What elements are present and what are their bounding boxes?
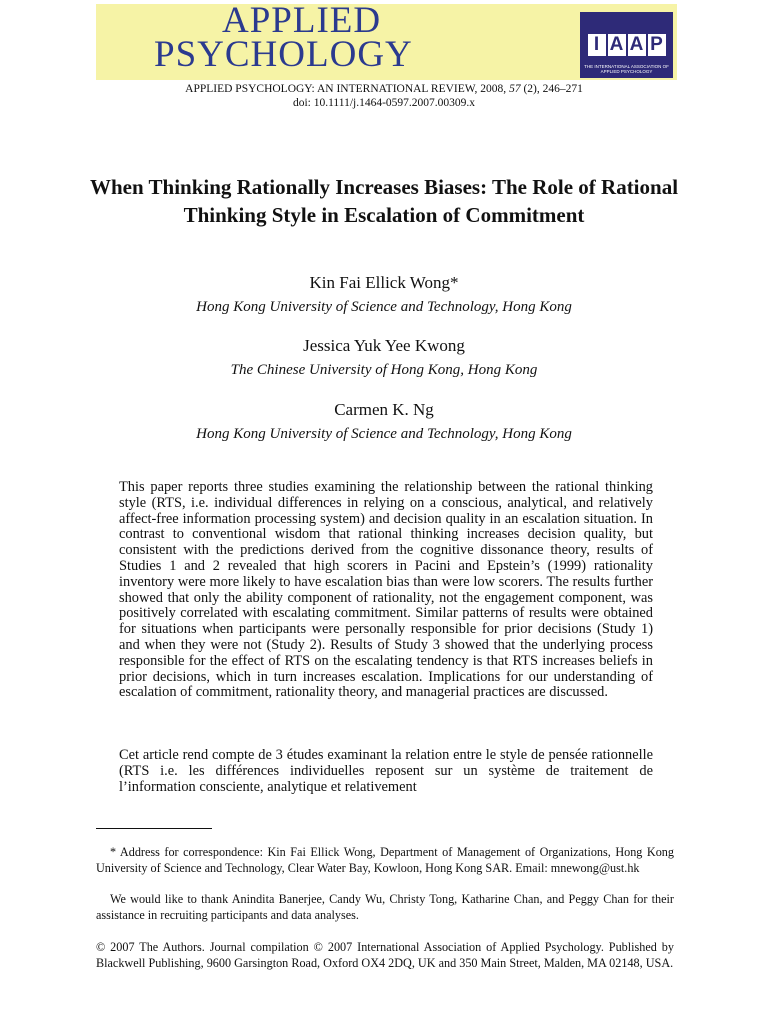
copyright-notice: © 2007 The Authors. Journal compilation © 2007 International Association of Applied Psychology. Published by Blackwell Publishing, 9600 Garsington Road, Oxford OX4 2DQ, UK and 350 Main Street, Malden, MA 02148, USA.: [96, 940, 674, 970]
journal-title: [154, 0, 454, 75]
author-affiliation: Hong Kong University of Science and Technology, Hong Kong: [196, 299, 572, 315]
author-affiliation: Hong Kong University of Science and Technology, Hong Kong: [196, 426, 572, 442]
logo-letter: I: [588, 34, 606, 56]
doi: doi: 10.1111/j.1464-0597.2007.00309.x: [292, 97, 476, 109]
citation-volume: 57: [509, 83, 521, 95]
logo-caption: THE INTERNATIONAL ASSOCIATION OF APPLIED PSYCHOLOGY: [584, 64, 669, 74]
journal-title-line2: PSYCHOLOGY: [154, 34, 413, 75]
abstract-english: This paper reports three studies examining the relationship between the rational thinking style (RTS, i.e. individual differences in relying on a conscious, analytical, and relatively affect-free information processing system) and decision quality in an escalation situation. In contrast to conventional wisdom that rational thinking increases decision quality, but consistent with the predictions derived from the cognitive dissonance theory, results of Studies 1 and 2 revealed that high scorers in Pacini and Epstein’s (1999) rationality inventory were more likely to have escalation bias than were low scorers. The results further showed that only the ability component of rationality, not the engagement component, was positively correlated with escalating commitment. Similar patterns of results were obtained for situations when participants were personally responsible for prior decisions (Study 1) and when they were not (Study 2). Results of Study 3 showed that the underlying process responsible for the effect of RTS on the escalating tendency is that RTS increases beliefs in prior decisions, which in turn increases escalation. Implications for our understanding of escalation of commitment, rationality theory, and managerial practices are discussed.: [119, 479, 653, 701]
footnote-acknowledgment: We would like to thank Anindita Banerjee, Candy Wu, Christy Tong, Katharine Chan, and Peggy Chan for their assistance in recruiting participants and data analyses.: [96, 892, 674, 922]
journal-citation: [0, 82, 768, 96]
logo-letter: P: [648, 34, 666, 56]
logo-letter: A: [628, 34, 646, 56]
footnote-rule: [96, 828, 212, 829]
author-name: Carmen K. Ng: [334, 400, 434, 419]
iaap-logo: [580, 12, 673, 78]
author-name: Jessica Yuk Yee Kwong: [303, 336, 465, 355]
article-title: When Thinking Rationally Increases Biases: The Role of Rational Thinking Style in Escalation of Commitment: [89, 175, 679, 227]
citation-issue-pages: (2), 246–271: [523, 83, 583, 95]
author-affiliation: The Chinese University of Hong Kong, Hong Kong: [230, 362, 538, 378]
logo-letter: A: [608, 34, 626, 56]
abstract-french: Cet article rend compte de 3 études examinant la relation entre le style de pensée rationnelle (RTS i.e. les différences individuelles reposent sur un système de traitement de l’information consciente, analytique et relativement: [119, 747, 653, 795]
iaap-logo-letters: [580, 34, 673, 58]
author-name: Kin Fai Ellick Wong*: [309, 273, 459, 292]
journal-title-line1: APPLIED: [222, 0, 382, 41]
footnote-correspondence: * Address for correspondence: Kin Fai Ellick Wong, Department of Management of Organizations, Hong Kong University of Science and Technology, Clear Water Bay, Kowloon, Hong Kong SAR. Email: mnewong@ust.hk: [96, 845, 674, 875]
citation-journal: APPLIED PSYCHOLOGY: AN INTERNATIONAL REVIEW, 2008,: [185, 83, 507, 95]
